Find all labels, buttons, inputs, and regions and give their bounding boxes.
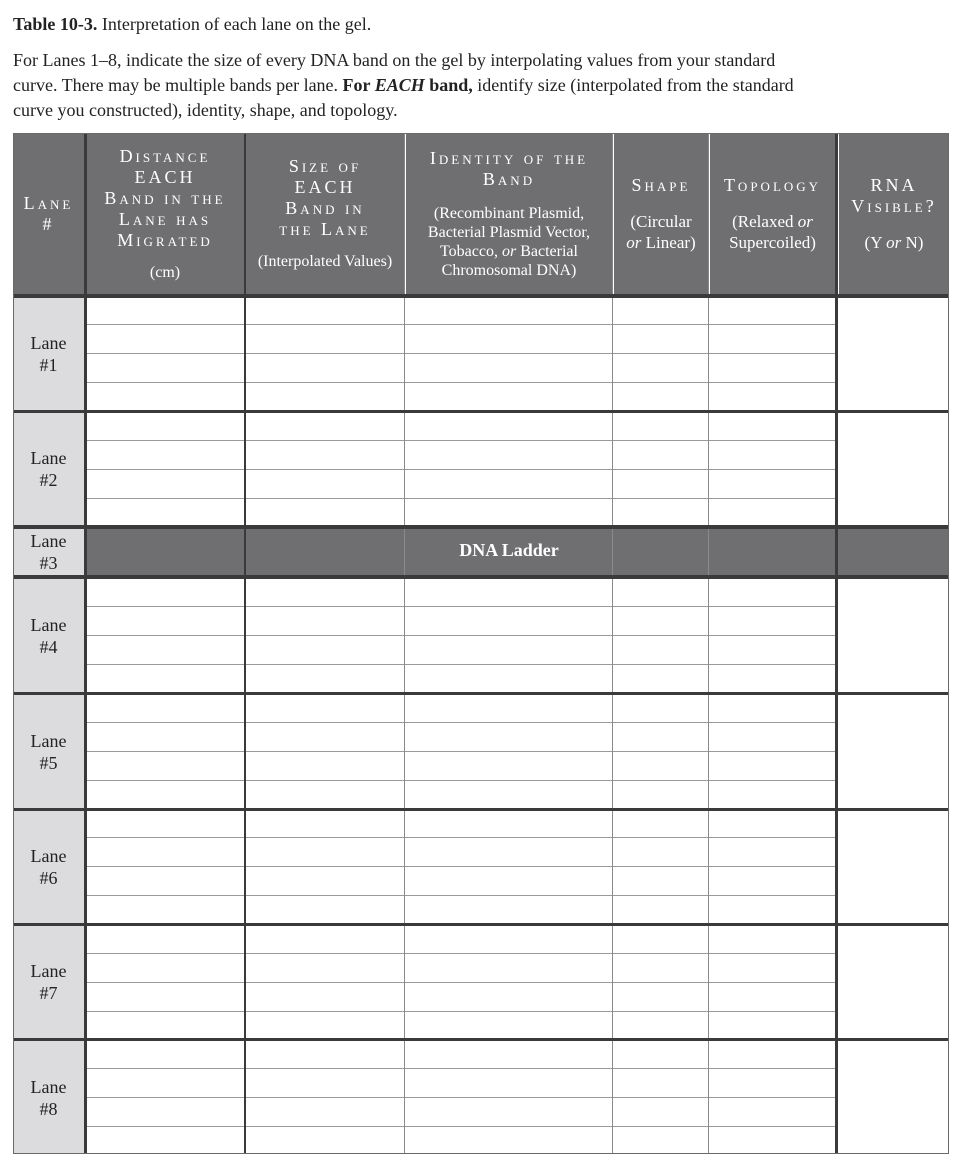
header-identity (406, 133, 612, 294)
instructions-bold-2: band, (424, 75, 473, 95)
band-line (86, 953, 837, 954)
header-identity-sub3a: Tobacco, (440, 242, 498, 260)
column-divider (84, 133, 87, 1154)
ladder-label: DNA Ladder (459, 540, 559, 560)
header-shape-sub2b: Linear) (645, 233, 696, 252)
lane-separator (13, 808, 949, 811)
band-line (86, 1068, 837, 1069)
band-line (86, 1011, 837, 1012)
header-distance-l1: Distance (119, 145, 211, 166)
header-distance-l4: Lane has (118, 208, 212, 229)
header-topology-sub1a: (Relaxed (732, 212, 794, 231)
header-identity-sub3or: or (501, 242, 517, 260)
header-shape-l1: Shape (631, 175, 691, 195)
lane-1-num: #1 (39, 354, 58, 375)
lane-3-num: #3 (39, 553, 58, 573)
table-number: Table 10-3. (13, 14, 98, 34)
header-identity-sub2: Bacterial Plasmid Vector, (427, 223, 591, 241)
header-topology (710, 133, 835, 294)
instructions-part1: For Lanes 1–8, indicate the size of every DNA band on the gel by interpolating values from your standard curve. There may be multiple bands per lane. (13, 50, 776, 95)
band-line (86, 982, 837, 983)
lane-6-word: Lane (30, 845, 67, 866)
band-line (86, 353, 837, 354)
lane-7-num: #7 (39, 982, 58, 1003)
instructions-bold-italic: EACH (374, 75, 425, 95)
header-size (246, 133, 404, 294)
header-lane-title: Lane (23, 192, 74, 213)
header-shape-sub1: (Circular (630, 212, 692, 231)
band-line (86, 469, 837, 470)
lane-separator (13, 1038, 949, 1041)
column-divider (708, 133, 709, 1154)
header-topology-sub1 (732, 212, 813, 231)
column-divider (244, 133, 246, 1154)
lane-2-word: Lane (30, 447, 67, 468)
lane-3-word: Lane (30, 531, 67, 551)
lane-interpretation-table (13, 133, 949, 1154)
header-size-l2: EACH (294, 177, 356, 197)
lane-4-word: Lane (30, 614, 67, 635)
lane-6-label (13, 810, 84, 923)
band-line (86, 751, 837, 752)
header-topology-sub1or: or (797, 212, 813, 231)
header-identity-sub3b: Bacterial (520, 242, 578, 260)
lane-7-label (13, 925, 84, 1038)
column-divider (404, 133, 405, 1154)
lane-separator (13, 294, 949, 298)
instructions-bold-1: For (342, 75, 375, 95)
header-distance-l2: EACH (134, 166, 196, 187)
header-identity-sub3 (440, 242, 578, 261)
header-shape-sub2 (626, 233, 695, 252)
band-line (86, 780, 837, 781)
header-distance-l5: Migrated (117, 229, 213, 250)
header-distance-l3: Band in the (104, 187, 226, 208)
band-line (86, 1097, 837, 1098)
lane-2-num: #2 (39, 469, 58, 490)
lane-6-num: #6 (39, 867, 58, 888)
lane-separator (13, 692, 949, 695)
header-rna-sub (865, 233, 924, 252)
table-caption-text: Interpretation of each lane on the gel. (101, 14, 372, 34)
table-caption (13, 14, 371, 35)
lane-5-num: #5 (39, 752, 58, 773)
header-identity-l2: Band (482, 168, 536, 189)
band-line (86, 498, 837, 499)
header-size-sub: (Interpolated Values) (257, 253, 393, 270)
column-divider (835, 133, 838, 1154)
header-identity-l1: Identity of the (429, 147, 589, 168)
band-line (86, 1126, 837, 1127)
band-line (86, 722, 837, 723)
lane-separator (13, 410, 949, 413)
header-shape (614, 133, 708, 294)
header-rna-l2: Visible? (851, 196, 937, 216)
lane-separator (13, 923, 949, 926)
lane-5-label (13, 695, 84, 808)
lane-5-word: Lane (30, 730, 67, 751)
header-rna-sub-a: (Y (864, 233, 882, 252)
header-rna-l1: RNA (870, 175, 918, 195)
header-size-l3: Band in (285, 198, 365, 218)
lane-7-word: Lane (30, 960, 67, 981)
instructions (13, 48, 813, 123)
header-size-l1: Size of (288, 156, 362, 176)
header-lane (13, 133, 84, 294)
band-line (86, 606, 837, 607)
band-line (86, 866, 837, 867)
lane-1-word: Lane (30, 332, 67, 353)
header-rna (839, 133, 949, 294)
band-line (86, 382, 837, 383)
header-shape-sub2or: or (626, 233, 642, 252)
header-size-l4: the Lane (279, 219, 371, 239)
lane-4-label (13, 579, 84, 692)
lane-8-num: #8 (39, 1098, 58, 1119)
band-line (86, 837, 837, 838)
lane-2-label (13, 412, 84, 525)
lane-4-num: #4 (39, 636, 58, 657)
band-line (86, 635, 837, 636)
instructions-bold (343, 75, 473, 95)
header-distance-sub: (cm) (149, 263, 181, 281)
lane-1-label (13, 297, 84, 410)
lane-separator (13, 575, 949, 579)
lane-8-label (13, 1041, 84, 1154)
lane-8-word: Lane (30, 1076, 67, 1097)
header-distance (86, 133, 244, 294)
band-line (86, 664, 837, 665)
header-identity-sub4: Chromosomal DNA) (441, 261, 577, 279)
header-topology-sub2: Supercoiled) (729, 233, 816, 252)
header-lane-hash: # (42, 213, 55, 234)
header-rna-sub-or: or (886, 233, 902, 252)
header-topology-l1: Topology (723, 175, 822, 195)
band-line (86, 895, 837, 896)
instructions-part2: identify size (interpolated from the standard curve you constructed), identity, shape, and topology. (13, 75, 794, 120)
column-divider (612, 133, 613, 1154)
header-rna-sub-b: N) (905, 233, 924, 252)
band-line (86, 440, 837, 441)
band-line (86, 324, 837, 325)
lane-separator (13, 525, 949, 529)
lane-3-label (13, 529, 84, 575)
header-identity-sub1: (Recombinant Plasmid, (433, 204, 585, 222)
